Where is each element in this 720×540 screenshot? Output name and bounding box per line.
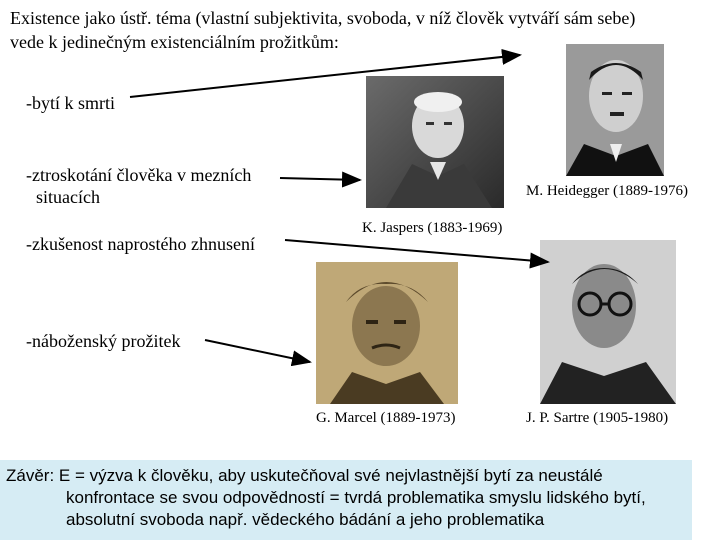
caption-marcel: G. Marcel (1889-1973) [316, 410, 456, 426]
arrow-failure-to-jaspers [280, 178, 360, 180]
conclusion-line-3: absolutní svoboda např. vědeckého bádání a jeho problematika [66, 510, 545, 529]
conclusion-box [0, 460, 692, 540]
arrow-disgust-to-sartre [285, 240, 548, 262]
caption-sartre: J. P. Sartre (1905-1980) [526, 410, 669, 426]
item-religious-experience: -náboženský prožitek [26, 331, 181, 351]
caption-jaspers: K. Jaspers (1883-1969) [362, 220, 503, 236]
intro-line-2: vede k jedinečným existenciálním prožitkům: [10, 32, 339, 52]
arrow-death-to-heidegger [130, 55, 520, 97]
item-disgust-experience: -zkušenost naprostého zhnusení [26, 234, 255, 254]
caption-heidegger: M. Heidegger (1889-1976) [526, 183, 689, 199]
conclusion-line-2: konfrontace se svou odpovědností = tvrdá problematika smyslu lidského bytí, [66, 488, 646, 507]
item-failure-line-1: -ztroskotání člověka v mezních [26, 165, 252, 185]
arrow-religious-to-marcel [205, 340, 310, 362]
item-being-toward-death: -bytí k smrti [26, 93, 115, 113]
conclusion-line-1: Závěr: E = výzva k člověku, aby uskutečňoval své nejvlastnější bytí za neustálé [6, 466, 603, 485]
intro-line-1: Existence jako ústř. téma (vlastní subjektivita, svoboda, v níž člověk vytváří sám sebe) [10, 8, 636, 28]
item-failure-line-2: situacích [36, 187, 100, 207]
